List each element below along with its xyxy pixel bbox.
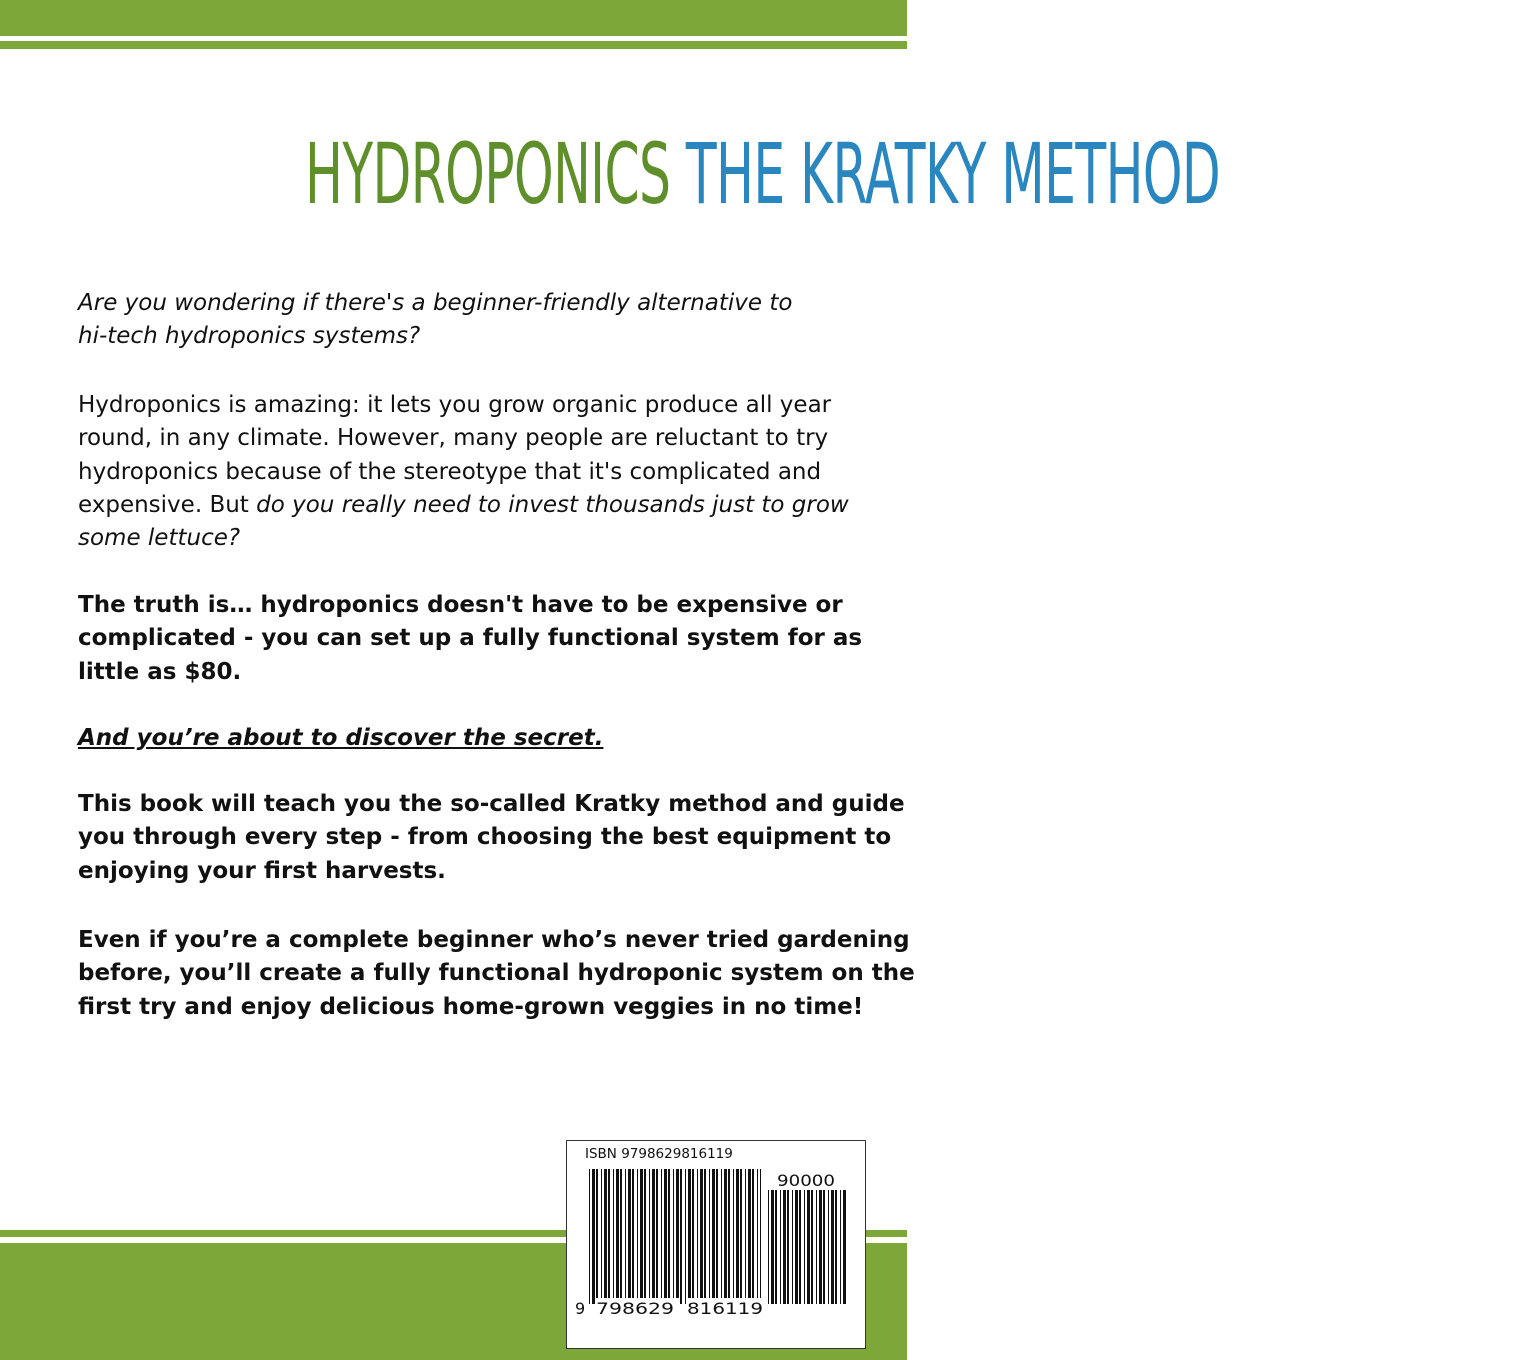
barcode-bar xyxy=(721,1169,722,1298)
barcode-bar xyxy=(712,1169,715,1298)
barcode-bar xyxy=(768,1190,769,1304)
barcode-addon-number: 90000 xyxy=(777,1171,835,1190)
barcode-bar xyxy=(757,1169,758,1298)
barcode-bar xyxy=(649,1169,650,1298)
text-line: you through every step - from choosing the best equipment to xyxy=(78,824,892,851)
barcode-bar xyxy=(613,1169,614,1298)
isbn-barcode-box xyxy=(566,1140,866,1349)
intro-question xyxy=(78,287,838,354)
barcode-guard-bar xyxy=(592,1169,595,1304)
text-line: some lettuce? xyxy=(78,525,241,552)
text-plain: expensive. But xyxy=(78,491,257,518)
barcode-bar xyxy=(823,1190,825,1304)
barcode-guard-bar xyxy=(680,1169,682,1304)
barcode-bar xyxy=(616,1169,619,1298)
text-line: hydroponics because of the stereotype that it's complicated and xyxy=(78,458,822,485)
barcode-bar xyxy=(816,1190,817,1304)
barcode-bar xyxy=(601,1169,602,1298)
top-green-band xyxy=(0,0,907,36)
barcode-bar xyxy=(608,1169,610,1298)
text-line: This book will teach you the so-called Kratky method and guide xyxy=(78,791,905,817)
barcode-right-digits: 816119 xyxy=(687,1299,763,1318)
barcode-graphic xyxy=(567,1141,865,1348)
barcode-bar xyxy=(628,1169,631,1298)
barcode-bar xyxy=(724,1169,727,1298)
barcode-bar xyxy=(780,1190,781,1304)
barcode-bar xyxy=(835,1190,837,1304)
barcode-bar xyxy=(709,1169,710,1298)
text-line: Are you wondering if there's a beginner-friendly alternative to xyxy=(78,290,793,316)
barcode-bar xyxy=(740,1169,742,1298)
barcode-lead-digit: 9 xyxy=(575,1299,586,1318)
top-green-stripe xyxy=(0,41,907,49)
barcode-bar xyxy=(799,1190,801,1304)
barcode-bar xyxy=(676,1169,679,1298)
barcode-bar xyxy=(673,1169,674,1298)
text-line: enjoying your first harvests. xyxy=(78,857,446,884)
barcode-bar xyxy=(783,1190,786,1304)
beginner-paragraph xyxy=(78,924,915,1024)
barcode-bar xyxy=(787,1190,789,1304)
title-hydroponics: HYDROPONICS xyxy=(305,125,671,223)
text-line: The truth is… hydroponics doesn't have to be expensive or xyxy=(78,592,843,618)
text-line: before, you’ll create a fully functional hydroponic system on the xyxy=(78,960,915,987)
text-line: first try and enjoy delicious home-grown veggies in no time! xyxy=(78,993,864,1020)
barcode-bar xyxy=(632,1169,634,1298)
main-barcode-bars xyxy=(589,1169,761,1304)
barcode-guard-bar xyxy=(589,1169,590,1304)
barcode-bar xyxy=(697,1169,698,1298)
barcode-bar xyxy=(760,1169,761,1298)
barcode-bar xyxy=(840,1190,841,1304)
barcode-bar xyxy=(811,1190,813,1304)
barcode-bar xyxy=(637,1169,638,1298)
barcode-bar xyxy=(728,1169,730,1298)
barcode-bar xyxy=(656,1169,658,1298)
barcode-bar xyxy=(795,1190,798,1304)
barcode-bar xyxy=(771,1190,774,1304)
text-line: Even if you’re a complete beginner who’s never tried gardening xyxy=(78,927,910,953)
barcode-bar xyxy=(828,1190,829,1304)
barcode-bar xyxy=(843,1190,846,1304)
book-teaches-paragraph xyxy=(78,788,905,888)
barcode-bar xyxy=(625,1169,626,1298)
barcode-bar xyxy=(596,1169,598,1298)
secret-line: And you’re about to discover the secret. xyxy=(78,725,604,751)
text-line: Hydroponics is amazing: it lets you grow organic produce all year xyxy=(78,392,832,418)
barcode-bar xyxy=(804,1190,805,1304)
barcode-bar xyxy=(831,1190,834,1304)
text-line: complicated - you can set up a fully functional system for as xyxy=(78,625,863,652)
barcode-bar xyxy=(688,1169,691,1298)
barcode-bar xyxy=(692,1169,694,1298)
text-line xyxy=(78,489,849,522)
barcode-bar xyxy=(792,1190,793,1304)
barcode-bar xyxy=(652,1169,655,1298)
barcode-bar xyxy=(733,1169,734,1298)
addon-barcode-bars xyxy=(768,1190,846,1304)
barcode-bar xyxy=(604,1169,607,1298)
barcode-bar xyxy=(661,1169,662,1298)
text-line: little as $80. xyxy=(78,658,242,685)
barcode-bar xyxy=(775,1190,777,1304)
barcode-bar xyxy=(620,1169,622,1298)
text-italic: do you really need to invest thousands just to grow xyxy=(256,491,849,518)
intro-paragraph xyxy=(78,389,849,555)
barcode-bar xyxy=(668,1169,670,1298)
barcode-bar xyxy=(700,1169,703,1298)
barcode-bar xyxy=(716,1169,718,1298)
barcode-bar xyxy=(807,1190,810,1304)
barcode-bar xyxy=(664,1169,667,1298)
barcode-bar xyxy=(644,1169,646,1298)
book-title xyxy=(0,120,1221,228)
truth-paragraph xyxy=(78,589,863,689)
barcode-bar xyxy=(736,1169,739,1298)
barcode-bar xyxy=(819,1190,822,1304)
barcode-guard-bar xyxy=(685,1169,686,1304)
barcode-bar xyxy=(752,1169,754,1298)
barcode-bar xyxy=(640,1169,643,1298)
barcode-bar xyxy=(704,1169,706,1298)
barcode-left-digits: 798629 xyxy=(596,1299,674,1318)
barcode-bar xyxy=(748,1169,751,1298)
text-line: round, in any climate. However, many people are reluctant to try xyxy=(78,425,829,452)
text-line: hi-tech hydroponics systems? xyxy=(78,323,421,350)
title-kratky-method: THE KRATKY METHOD xyxy=(685,125,1221,223)
isbn-label: ISBN 9798629816119 xyxy=(585,1146,733,1162)
barcode-bar xyxy=(745,1169,746,1298)
